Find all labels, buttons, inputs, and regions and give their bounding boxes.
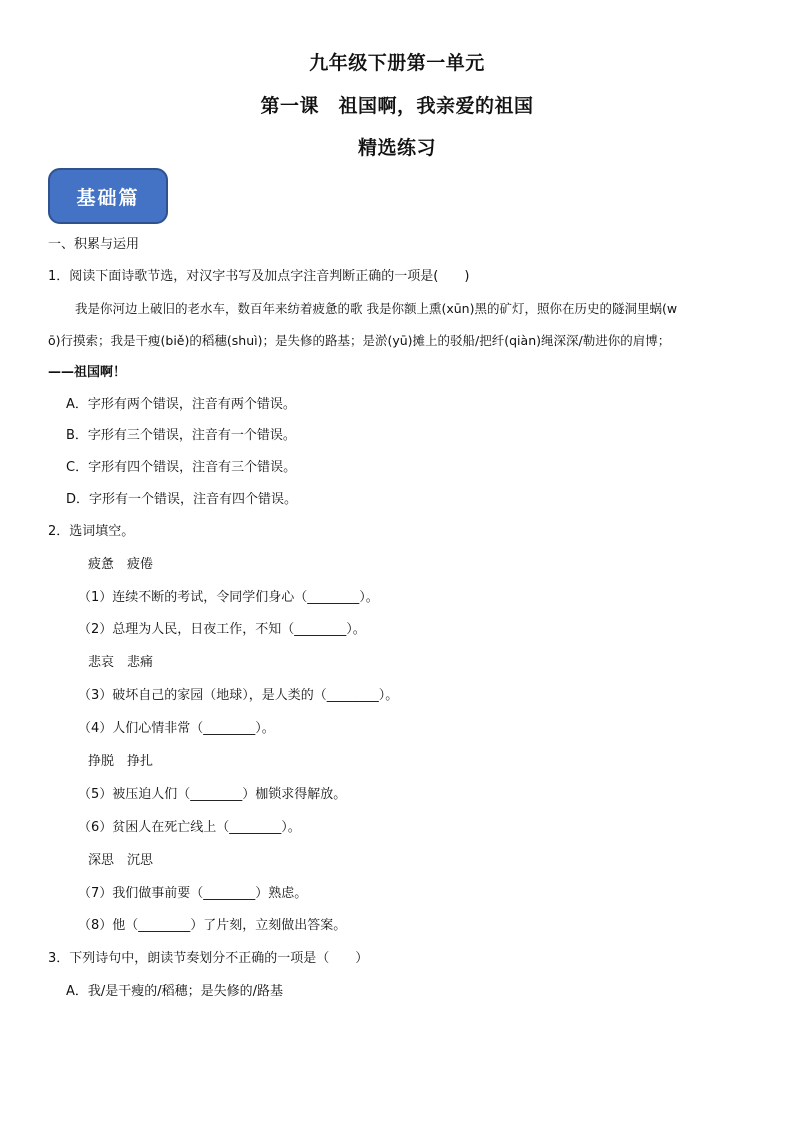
word-group-3: 挣脱 挣扎 bbox=[88, 754, 154, 769]
word-group-1: 疲惫 疲倦 bbox=[88, 557, 154, 572]
question-2-item-7: （7）我们做事前要（________）熟虑。 bbox=[78, 886, 308, 901]
question-1-passage-line-2: ō)行摸索；我是干瘦(biě)的稻穗(shuì)；是失修的路基；是淤(yū)摊上的驳船/把纤(qiàn)绳深深/勒进你的肩博； bbox=[48, 333, 671, 348]
question-2-item-4: （4）人们心情非常（________）。 bbox=[78, 721, 275, 736]
question-1-option-c: C．字形有四个错误，注音有三个错误。 bbox=[66, 460, 297, 475]
section-heading: 一、积累与运用 bbox=[48, 237, 140, 252]
question-2-item-5: （5）被压迫人们（________）枷锁求得解放。 bbox=[78, 787, 347, 802]
question-1-passage-line-1: 我是你河边上破旧的老水车，数百年来纺着疲惫的歌 我是你额上熏(xūn)黑的矿灯，照你在历史的隧洞里蜗(w bbox=[75, 301, 678, 316]
lesson-title: 第一课 祖国啊，我亲爱的祖国 bbox=[260, 95, 534, 117]
section-badge-label: 基础篇 bbox=[76, 186, 140, 209]
document-subtitle: 精选练习 bbox=[357, 137, 436, 159]
question-2-item-3: （3）破坏自己的家园（地球），是人类的（________）。 bbox=[78, 688, 399, 703]
question-3-stem: 3．下列诗句中，朗读节奏划分不正确的一项是（ ） bbox=[48, 951, 369, 966]
question-1-option-b: B．字形有三个错误，注音有一个错误。 bbox=[66, 428, 296, 443]
question-1-option-d: D．字形有一个错误，注音有四个错误。 bbox=[66, 492, 298, 507]
question-3-option-a: A．我/是干瘦的/稻穗；是失修的/路基 bbox=[66, 984, 284, 999]
word-group-4: 深思 沉思 bbox=[88, 853, 154, 868]
question-2-item-1: （1）连续不断的考试，令同学们身心（________）。 bbox=[78, 590, 379, 605]
question-1-passage-line-3: ——祖国啊！ bbox=[48, 365, 127, 380]
question-2-item-6: （6）贫困人在死亡线上（________）。 bbox=[78, 820, 301, 835]
question-2-item-2: （2）总理为人民，日夜工作，不知（________）。 bbox=[78, 622, 366, 637]
section-badge bbox=[48, 168, 168, 224]
question-2-stem: 2．选词填空。 bbox=[48, 524, 135, 539]
question-1-stem: 1．阅读下面诗歌节选，对汉字书写及加点字注音判断正确的一项是( ) bbox=[48, 269, 470, 284]
question-2-item-8: （8）他（________）了片刻，立刻做出答案。 bbox=[78, 918, 347, 933]
question-1-option-a: A．字形有两个错误，注音有两个错误。 bbox=[66, 397, 296, 412]
document-title: 九年级下册第一单元 bbox=[309, 52, 485, 74]
word-group-2: 悲哀 悲痛 bbox=[88, 655, 154, 670]
